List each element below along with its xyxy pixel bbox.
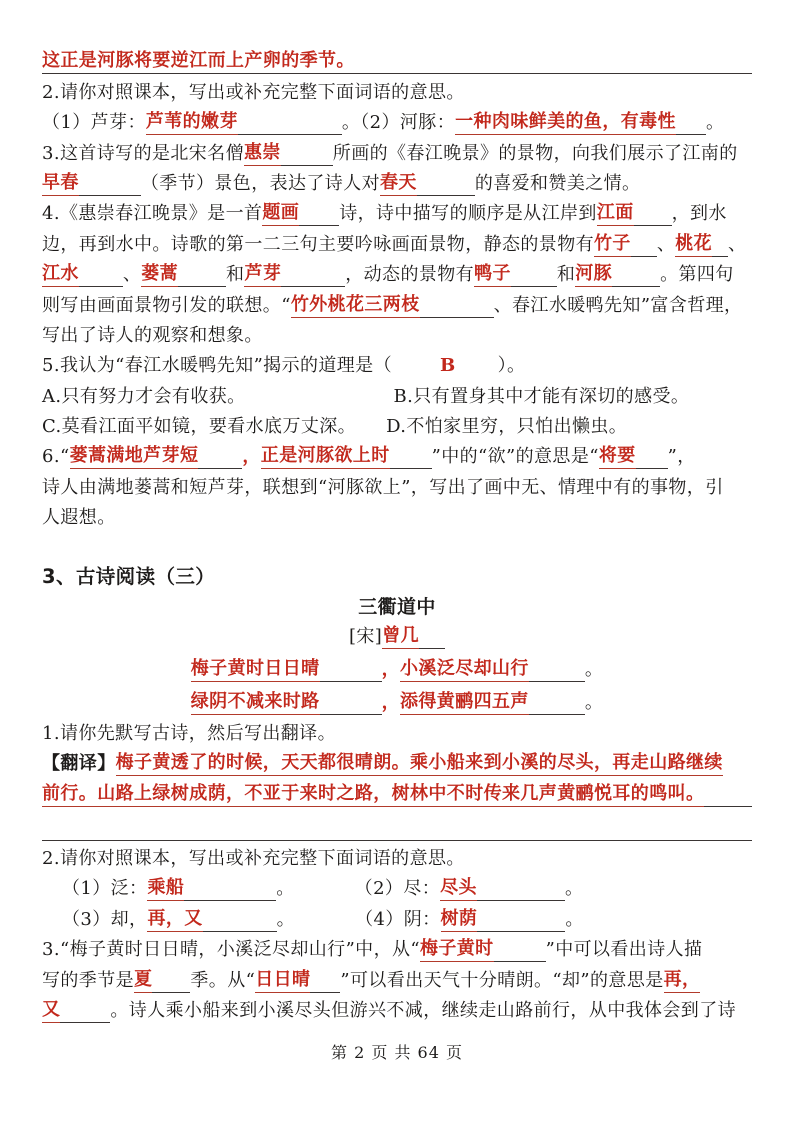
question-text: 3、古诗阅读（三）	[42, 564, 216, 588]
question-text: ”，	[667, 446, 696, 468]
question-text: 3.这首诗写的是北宋名僧	[42, 142, 244, 164]
blank-underline	[152, 992, 190, 993]
question-text: 5.我认为“春江水暖鸭先知”揭示的道理是（	[42, 355, 392, 377]
question-text: 季。从“	[190, 969, 256, 991]
blank-answer-line	[42, 807, 752, 841]
answer-text: 添得黄鹂四五声	[400, 690, 529, 715]
q3-text-line-1	[42, 135, 752, 165]
q4-text-line-2	[42, 226, 752, 256]
blank-underline	[320, 681, 382, 682]
question-text: 三衢道中	[358, 596, 436, 619]
answer-text: 再，	[664, 968, 701, 993]
answer-text: 又	[42, 998, 60, 1023]
translation-line-1	[42, 746, 752, 776]
question-text: 的喜爱和赞美之情。	[474, 172, 641, 194]
blank-underline	[477, 931, 565, 932]
q5-options-ab	[42, 378, 752, 408]
question-text: 。	[276, 878, 295, 900]
question-text: ）。	[497, 355, 526, 377]
q5-stem	[42, 348, 752, 378]
question-text: 。	[276, 908, 296, 930]
answer-text: ，	[381, 659, 400, 681]
question-text: （3）却，	[62, 908, 148, 930]
blank-underline	[712, 256, 728, 257]
word-meaning-row-1	[42, 105, 752, 135]
answer-text: 梅子黄时	[420, 937, 494, 962]
answer-text: 春天	[380, 171, 417, 196]
blank-underline	[203, 931, 277, 932]
blank-underline	[79, 286, 123, 287]
question-text: [宋]	[348, 626, 383, 648]
answer-text: 早春	[42, 171, 79, 196]
translation-line-2	[42, 776, 752, 806]
q6-text-line-1	[42, 439, 752, 469]
answer-text: 曾几	[382, 624, 419, 649]
question-text: 3.“梅子黄时日日晴，小溪泛尽却山行”中，从“	[42, 939, 420, 961]
question-text: D.不怕家里穷，只怕出懒虫。	[386, 416, 628, 438]
question-text: 、	[656, 233, 676, 255]
blank-underline	[238, 134, 342, 135]
answer-text: B	[439, 355, 456, 377]
question-text: 边，再到水中。诗歌的第一二三句主要吟咏画面景物，静态的景物有	[42, 233, 594, 255]
question-text: （4）阴：	[355, 908, 441, 930]
q4-text-line-3	[42, 257, 752, 287]
blank-underline	[320, 714, 382, 715]
question-text: 。	[584, 692, 604, 714]
blank-underline	[529, 681, 585, 682]
question-text: 2.请你对照课本，写出或补充完整下面词语的意思。	[42, 81, 465, 103]
question-text: 写出了诗人的观察和想象。	[42, 324, 263, 346]
blank-underline	[299, 225, 339, 226]
question-text: A.只有努力才会有收获。	[42, 385, 246, 407]
answer-text: 惠崇	[244, 141, 281, 166]
answer-text: ，	[242, 446, 261, 468]
q3b-text-line-2	[42, 962, 752, 992]
blank-underline	[390, 468, 432, 469]
answer-text: 夏	[134, 968, 152, 993]
poem-verse-1	[42, 649, 752, 682]
answer-text: 再，又	[147, 907, 202, 932]
question-text: 2.请你对照课本，写出或补充完整下面词语的意思。	[42, 847, 465, 869]
answer-text: 梅子黄透了的时候，天天都很晴朗。乘小船来到小溪的尽头，再走山路继续	[116, 751, 723, 776]
answer-text: 尽头	[440, 876, 477, 901]
question-text: ”中的“欲”的意思是“	[431, 446, 599, 468]
q2-prompt	[42, 74, 752, 104]
question-text: 诗，诗中描写的顺序是从江岸到	[339, 203, 597, 225]
blank-underline	[676, 134, 706, 135]
question-text: 。	[705, 112, 725, 134]
question-text: 【翻译】	[42, 753, 116, 775]
q3b-text-line-3	[42, 993, 752, 1023]
answer-text: 蒌蒿	[141, 262, 178, 287]
blank-underline	[634, 225, 672, 226]
blank-underline	[612, 286, 660, 287]
poem-title	[42, 589, 752, 619]
question-text: （季节）景色，表达了诗人对	[140, 172, 381, 194]
carryover-answer-line	[42, 44, 752, 74]
blank-underline	[281, 286, 345, 287]
answer-text: 这正是河豚将要逆江而上产卵的季节。	[42, 49, 355, 74]
section-heading	[42, 558, 752, 588]
question-text: 。	[564, 878, 584, 900]
blank-underline	[60, 1022, 110, 1023]
blank-underline	[419, 648, 445, 649]
q3-text-line-2	[42, 166, 752, 196]
answer-text: 梅子黄时日日晴	[191, 657, 320, 682]
answer-text: 树荫	[441, 907, 478, 932]
blank-underline	[417, 195, 475, 196]
answer-text: 正是河豚欲上时	[261, 444, 390, 469]
page-footer	[42, 1035, 752, 1065]
question-text: 、	[728, 233, 747, 255]
question-text: 。	[584, 659, 604, 681]
answer-text: 题画	[262, 201, 299, 226]
answer-text: 江水	[42, 262, 79, 287]
question-text: ”中可以看出诗人描	[545, 939, 703, 961]
blank-underline	[477, 900, 565, 901]
q6-text-line-3	[42, 500, 752, 530]
question-text: （2）尽：	[354, 878, 441, 900]
blank-underline	[636, 468, 668, 469]
document-body	[42, 44, 752, 1023]
question-text: 。第四句	[660, 264, 734, 286]
q3b-text-line-1	[42, 932, 752, 962]
q5-options-cd	[42, 409, 752, 439]
question-text: 、春江水暖鸭先知”富含哲理，	[493, 294, 743, 316]
q4-text-line-5	[42, 318, 752, 348]
answer-text: 小溪泛尽却山行	[400, 657, 529, 682]
answer-text: 日日晴	[255, 968, 310, 993]
q4-text-line-4	[42, 287, 752, 317]
blank-underline	[281, 165, 333, 166]
blank-underline	[511, 286, 557, 287]
question-text: 。诗人乘小船来到小溪尽头但游兴不减，继续走山路前行，从中我体会到了诗	[110, 999, 737, 1021]
answer-text: 芦芽	[244, 262, 281, 287]
blank-underline	[631, 256, 657, 257]
blank-underline	[494, 961, 546, 962]
poem-verse-2	[42, 682, 752, 715]
blank-underline	[184, 900, 276, 901]
blank-underline	[420, 317, 494, 318]
answer-text: 竹子	[594, 232, 631, 257]
question-text: B.只有置身其中才能有深切的感受。	[393, 385, 690, 407]
question-text: 和	[226, 264, 245, 286]
answer-text: 江面	[597, 201, 634, 226]
blank-underline	[178, 286, 226, 287]
answer-text: 一种肉味鲜美的鱼，有毒性	[455, 110, 676, 135]
answer-text: 鸭子	[474, 262, 511, 287]
answer-text: 芦苇的嫩芽	[146, 110, 238, 135]
question-text: 人遐想。	[42, 507, 116, 529]
word-meaning-row-2a	[42, 871, 752, 901]
q2b-prompt	[42, 841, 752, 871]
question-text: 6.“	[42, 446, 70, 468]
blank-underline	[704, 806, 752, 807]
page-number-text: 第 2 页 共 64 页	[331, 1043, 463, 1063]
blank-underline	[355, 73, 752, 74]
question-text: 和	[556, 264, 576, 286]
question-text: 、	[122, 264, 142, 286]
blank-underline	[79, 195, 141, 196]
question-text: （1）泛：	[62, 878, 148, 900]
question-text: ，到水	[671, 203, 727, 225]
answer-text: 前行。山路上绿树成荫，不亚于来时之路，树林中不时传来几声黄鹂悦耳的鸣叫。	[42, 782, 704, 807]
answer-text: 河豚	[575, 262, 612, 287]
question-text: 4.《惠崇春江晚景》是一首	[42, 203, 263, 225]
answer-text: 绿阴不减来时路	[191, 690, 320, 715]
blank-underline	[529, 714, 585, 715]
question-text: 诗人由满地蒌蒿和短芦芽，联想到“河豚欲上”，写出了画中无、情理中有的事物，引	[42, 476, 724, 498]
question-text: ，动态的景物有	[345, 264, 475, 286]
question-text: 所画的《春江晚景》的景物，向我们展示了江南的	[332, 142, 738, 164]
q4-text-line-1	[42, 196, 752, 226]
word-meaning-row-2b	[42, 901, 752, 931]
answer-text: 将要	[599, 444, 636, 469]
answer-text: ，	[381, 692, 400, 714]
question-text: 则写由画面景物引发的联想。“	[42, 294, 291, 316]
question-text: ”可以看出天气十分晴朗。“却”的意思是	[340, 969, 664, 991]
answer-text: 蒌蒿满地芦芽短	[70, 444, 199, 469]
question-text: C.莫看江面平如镜，要看水底万丈深。	[42, 416, 357, 438]
blank-underline	[42, 840, 752, 841]
question-text: 。	[565, 908, 584, 930]
question-text: 1.请你先默写古诗，然后写出翻译。	[42, 722, 336, 744]
question-text: 。（2）河豚：	[341, 112, 456, 134]
blank-underline	[198, 468, 242, 469]
question-text: 写的季节是	[42, 969, 134, 991]
answer-text: 乘船	[147, 876, 184, 901]
q6-text-line-2	[42, 469, 752, 499]
poem-author	[42, 619, 752, 649]
question-text: （1）芦芽：	[42, 112, 146, 134]
blank-underline	[310, 992, 340, 993]
q1-prompt	[42, 715, 752, 745]
answer-text: 桃花	[675, 232, 712, 257]
answer-text: 竹外桃花三两枝	[291, 293, 420, 318]
